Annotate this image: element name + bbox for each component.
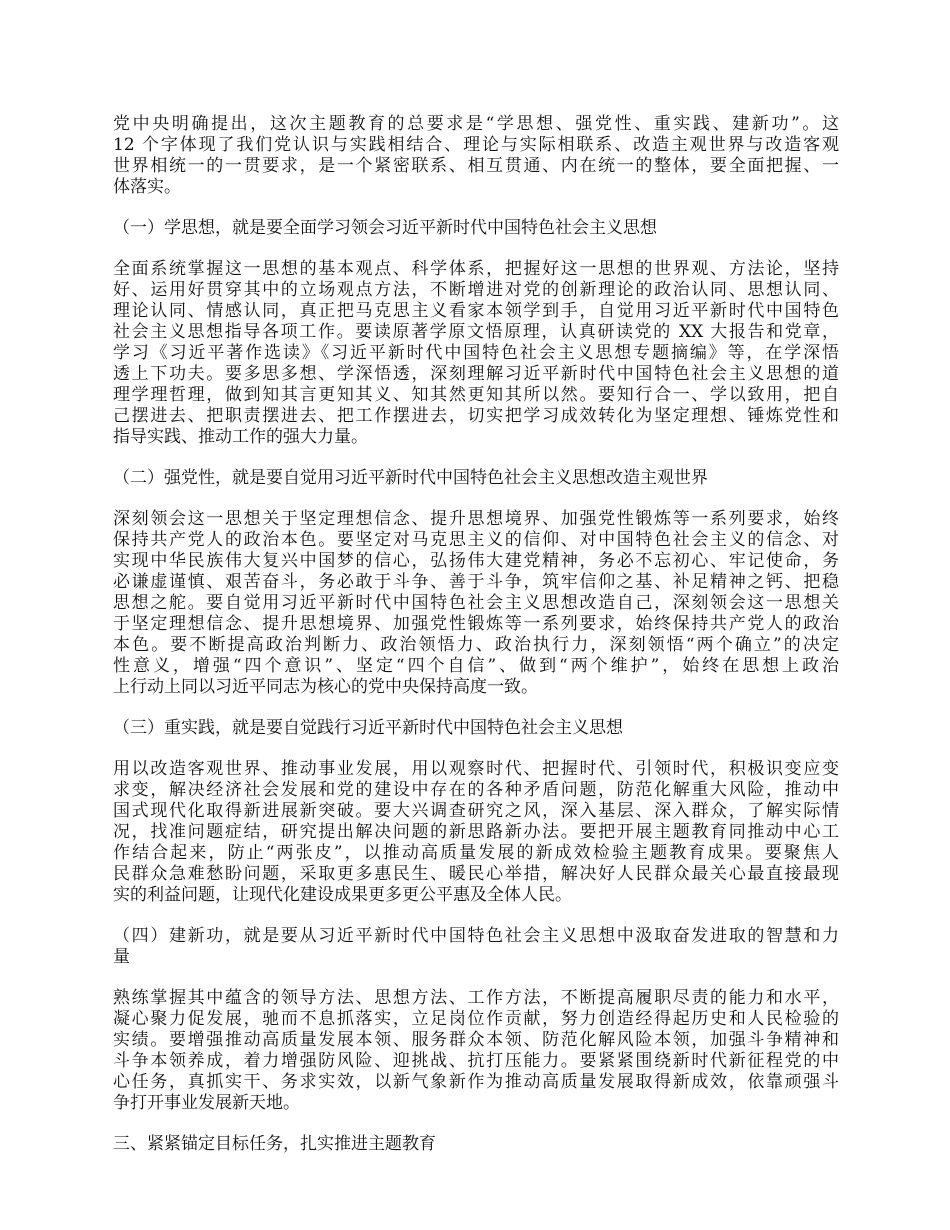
text-line: 必谦虚谨慎、艰苦奋斗，务必敢于斗争、善于斗争，筑牢信仰之基、补足精神之钙、把稳 xyxy=(113,572,839,592)
body-paragraph xyxy=(113,114,839,198)
text-line: （二）强党性，就是要自觉用习近平新时代中国特色社会主义思想改造主观世界 xyxy=(113,468,708,488)
text-line: 实现中华民族伟大复兴中国梦的信心，弘扬伟大建党精神，务必不忘初心、牢记使命，务 xyxy=(113,551,839,571)
text-line: 12 个字体现了我们党认识与实践相结合、理论与实际相联系、改造主观世界与改造客观 xyxy=(113,135,839,155)
text-line: 用以改造客观世界、推动事业发展，用以观察时代、把握时代、引领时代，积极识变应变 xyxy=(113,759,839,779)
text-line: 熟练掌握其中蕴含的领导方法、思想方法、工作方法，不断提高履职尽责的能力和水平， xyxy=(113,988,839,1008)
body-paragraph xyxy=(113,759,839,906)
text-line: 斗争本领养成，着力增强防风险、迎挑战、抗打压能力。要紧紧围绕新时代新征程党的中 xyxy=(113,1051,839,1071)
section-heading xyxy=(113,1134,839,1155)
text-line: 性意义，增强“四个意识”、坚定“四个自信”、做到“两个维护”，始终在思想上政治 xyxy=(113,656,839,676)
text-line: 深刻领会这一思想关于坚定理想信念、提升思想境界、加强党性锻炼等一系列要求，始终 xyxy=(113,509,839,529)
text-line: 社会主义思想指导各项工作。要读原著学原文悟原理，认真研读党的 XX 大报告和党章， xyxy=(113,322,839,342)
section-heading xyxy=(113,718,839,739)
body-paragraph xyxy=(113,259,839,448)
body-paragraph xyxy=(113,509,839,698)
text-line: 好、运用好贯穿其中的立场观点方法，不断增进对党的创新理论的政治认同、思想认同、 xyxy=(113,280,839,300)
text-line: 全面系统掌握这一思想的基本观点、科学体系，把握好这一思想的世界观、方法论，坚持 xyxy=(113,259,839,279)
section-heading xyxy=(113,468,839,489)
text-line: 己摆进去、把职责摆进去、把工作摆进去，切实把学习成效转化为坚定理想、锤炼党性和 xyxy=(113,406,839,426)
text-line: 党中央明确提出，这次主题教育的总要求是“学思想、强党性、重实践、建新功”。这 xyxy=(113,114,839,134)
text-line: （四）建新功，就是要从习近平新时代中国特色社会主义思想中汲取奋发进取的智慧和力 xyxy=(113,926,839,946)
text-line: 作结合起来，防止“两张皮”，以推动高质量发展的新成效检验主题教育成果。要聚焦人 xyxy=(113,843,839,863)
text-line: 体落实。 xyxy=(113,177,181,197)
text-line: 实绩。要增强推动高质量发展本领、服务群众本领、防范化解风险本领，加强斗争精神和 xyxy=(113,1030,839,1050)
text-line: 指导实践、推动工作的强大力量。 xyxy=(113,427,368,447)
text-line: 民群众急难愁盼问题，采取更多惠民生、暖民心举措，解决好人民群众最关心最直接最现 xyxy=(113,864,839,884)
text-line: 争打开事业发展新天地。 xyxy=(113,1093,300,1113)
text-line: 国式现代化取得新进展新突破。要大兴调查研究之风，深入基层、深入群众，了解实际情 xyxy=(113,801,839,821)
text-line: （三）重实践，就是要自觉践行习近平新时代中国特色社会主义思想 xyxy=(113,718,623,738)
text-line: （一）学思想，就是要全面学习领会习近平新时代中国特色社会主义思想 xyxy=(113,218,657,238)
text-line: 三、紧紧锚定目标任务，扎实推进主题教育 xyxy=(113,1134,436,1154)
text-line: 本色。要不断提高政治判断力、政治领悟力、政治执行力，深刻领悟“两个确立”的决定 xyxy=(113,635,839,655)
text-line: 量 xyxy=(113,947,130,967)
document-page xyxy=(113,114,839,1175)
text-line: 实的利益问题，让现代化建设成果更多更公平惠及全体人民。 xyxy=(113,885,572,905)
text-line: 理学理哲理，做到知其言更知其义、知其然更知其所以然。要知行合一、学以致用，把自 xyxy=(113,385,839,405)
text-line: 于坚定理想信念、提升思想境界、加强党性锻炼等一系列要求，始终保持共产党人的政治 xyxy=(113,614,839,634)
text-line: 凝心聚力促发展，驰而不息抓落实，立足岗位作贡献，努力创造经得起历史和人民检验的 xyxy=(113,1009,839,1029)
section-heading xyxy=(113,926,839,968)
text-line: 理论认同、情感认同，真正把马克思主义看家本领学到手，自觉用习近平新时代中国特色 xyxy=(113,301,839,321)
text-line: 况，找准问题症结，研究提出解决问题的新思路新办法。要把开展主题教育同推动中心工 xyxy=(113,822,839,842)
text-line: 学习《习近平著作选读》《习近平新时代中国特色社会主义思想专题摘编》等，在学深悟 xyxy=(113,343,839,363)
text-line: 透上下功夫。要多思多想、学深悟透，深刻理解习近平新时代中国特色社会主义思想的道 xyxy=(113,364,839,384)
text-line: 求变，解决经济社会发展和党的建设中存在的各种矛盾问题，防范化解重大风险，推动中 xyxy=(113,780,839,800)
section-heading xyxy=(113,218,839,239)
text-line: 上行动上同以习近平同志为核心的党中央保持高度一致。 xyxy=(113,677,538,697)
body-paragraph xyxy=(113,988,839,1114)
text-line: 世界相统一的一贯要求，是一个紧密联系、相互贯通、内在统一的整体，要全面把握、一 xyxy=(113,156,839,176)
text-line: 思想之舵。要自觉用习近平新时代中国特色社会主义思想改造自己，深刻领会这一思想关 xyxy=(113,593,839,613)
text-line: 心任务，真抓实干、务求实效，以新气象新作为推动高质量发展取得新成效，依靠顽强斗 xyxy=(113,1072,839,1092)
text-line: 保持共产党人的政治本色。要坚定对马克思主义的信仰、对中国特色社会主义的信念、对 xyxy=(113,530,839,550)
